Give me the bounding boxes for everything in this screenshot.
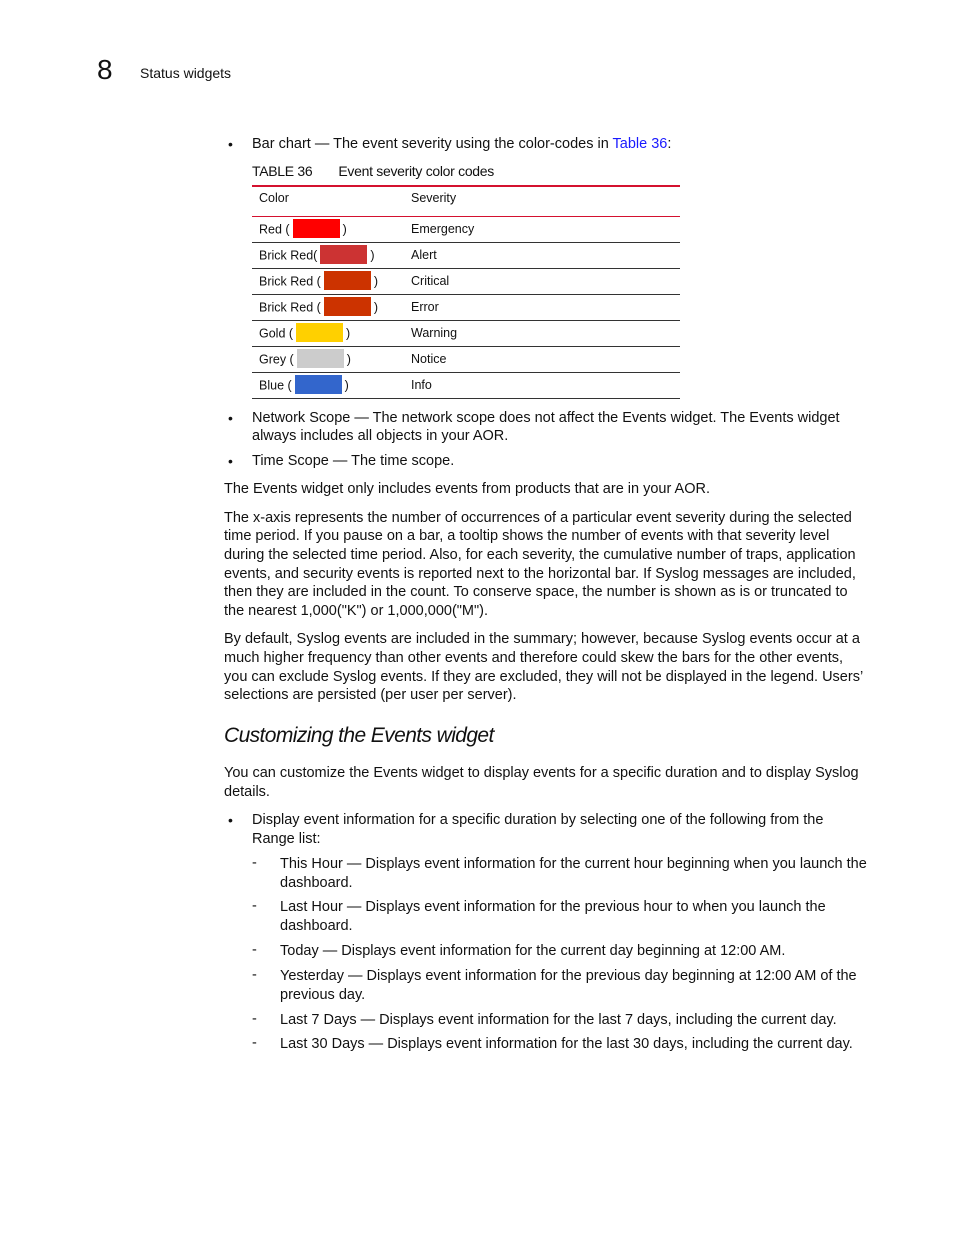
xaxis-line: events, and security events is reported next to the horizontal bar. If Syslog messages are included, — [224, 566, 856, 582]
color-close: ) — [346, 326, 351, 341]
table-title: Event severity color codes — [338, 163, 494, 179]
section-intro-line-1: You can customize the Events widget to display events for a specific duration and to display Syslog — [224, 765, 859, 781]
table-36-link[interactable]: Table 36 — [612, 136, 668, 152]
section-heading: Customizing the Events widget — [224, 724, 494, 747]
range-option — [280, 898, 826, 917]
severity-cell: Critical — [411, 274, 450, 288]
chapter-title: Status widgets — [140, 65, 232, 81]
table-label: TABLE 36 — [252, 163, 313, 179]
color-name: Brick Red ( — [259, 300, 321, 315]
range-option-cont: previous day. — [280, 986, 366, 1003]
column-header-severity: Severity — [411, 191, 457, 205]
option-text: — Displays event information for the last 7 days, including the current day. — [356, 1012, 837, 1028]
color-swatch — [297, 349, 344, 368]
bullet-marker: • — [228, 812, 233, 828]
bullet-marker: • — [228, 453, 233, 469]
bullet-marker: • — [228, 136, 233, 152]
xaxis-line: the nearest 1,000("K") or 1,000,000("M"). — [224, 603, 489, 619]
option-term: Last 7 Days — [280, 1012, 357, 1028]
severity-cell: Notice — [411, 352, 447, 366]
color-name: Grey ( — [259, 352, 294, 367]
duration-bullet-line-1: Display event information for a specific duration by selecting one of the following from the — [252, 812, 824, 828]
bar-chart-bullet — [252, 135, 671, 154]
color-cell — [259, 352, 351, 368]
option-text: Displays event information for the previous hour to when you launch the — [361, 899, 826, 915]
time-scope-bullet: Time Scope — The time scope. — [252, 453, 455, 469]
table-row — [252, 295, 680, 321]
xaxis-line: then they are included in the count. To conserve space, the number is shown as is or truncated to — [224, 584, 848, 600]
color-swatch — [295, 375, 342, 394]
range-option — [280, 967, 857, 986]
option-term: Yesterday — [280, 968, 344, 984]
syslog-line: much higher frequency than other events and therefore could skew the bars for the other events, — [224, 650, 844, 666]
color-name: Brick Red( — [259, 248, 318, 263]
table-row — [252, 243, 680, 269]
dash-marker: - — [252, 898, 257, 914]
color-cell — [259, 274, 378, 290]
range-option-cont: dashboard. — [280, 874, 353, 891]
xaxis-line: time period. If you pause on a bar, a tooltip shows the number of events with that severity level — [224, 528, 830, 544]
table-row — [252, 373, 680, 399]
color-cell — [259, 326, 350, 342]
color-name: Blue ( — [259, 378, 292, 393]
severity-cell: Error — [411, 300, 439, 314]
table-row — [252, 321, 680, 347]
color-name: Brick Red ( — [259, 274, 321, 289]
option-term: This Hour — — [280, 856, 362, 872]
range-rest: list: — [294, 831, 321, 847]
option-text: — Displays event information for the previous day beginning at 12:00 AM of the — [343, 968, 857, 984]
range-option-cont: dashboard. — [280, 917, 353, 934]
dash-marker: - — [252, 1011, 257, 1027]
color-close: ) — [373, 274, 378, 289]
range-term: Range — [252, 831, 295, 847]
color-swatch — [320, 245, 367, 264]
bar-chart-suffix: : — [667, 136, 672, 152]
bullet-marker: • — [228, 410, 233, 426]
severity-color-table — [252, 185, 680, 399]
option-term: Today — [280, 943, 319, 959]
option-term: Last 30 Days — [280, 1036, 365, 1052]
xaxis-line: The x-axis represents the number of occurrences of a particular event severity during the selected — [224, 510, 852, 526]
option-term: Last Hour — — [280, 899, 362, 915]
severity-cell: Info — [411, 378, 432, 392]
dash-marker: - — [252, 855, 257, 871]
aor-paragraph: The Events widget only includes events from products that are in your AOR. — [224, 481, 710, 497]
table-row — [252, 217, 680, 243]
color-close: ) — [342, 222, 347, 237]
color-cell — [259, 300, 378, 316]
xaxis-line: during the selected time period. Also, for each severity, the cumulative number of traps, application — [224, 547, 856, 563]
table-row — [252, 269, 680, 295]
option-text: — Displays event information for the last 30 days, including the current day. — [364, 1036, 853, 1052]
table-header-row — [252, 187, 680, 217]
range-option — [280, 1011, 837, 1030]
color-swatch — [293, 219, 340, 238]
color-close: ) — [346, 352, 351, 367]
range-option — [280, 1035, 853, 1054]
option-text: — Displays event information for the current day beginning at 12:00 AM. — [318, 943, 786, 959]
severity-cell: Emergency — [411, 222, 475, 236]
duration-bullet-line-2 — [252, 830, 321, 849]
color-name: Gold ( — [259, 326, 294, 341]
color-close: ) — [373, 300, 378, 315]
syslog-line: selections are persisted (per user per server). — [224, 687, 517, 703]
chapter-number: 8 — [97, 54, 113, 85]
color-cell — [259, 378, 349, 394]
dash-marker: - — [252, 967, 257, 983]
color-cell — [259, 248, 375, 264]
table-caption — [252, 163, 494, 179]
table-row — [252, 347, 680, 373]
network-scope-line-2: always includes all objects in your AOR. — [252, 428, 509, 444]
network-scope-line-1: Network Scope — The network scope does not affect the Events widget. The Events widget — [252, 410, 840, 426]
bar-chart-text: Bar chart — The event severity using the color-codes in — [252, 136, 613, 152]
color-name: Red ( — [259, 222, 290, 237]
range-option — [280, 855, 867, 874]
severity-cell: Warning — [411, 326, 458, 340]
column-header-color: Color — [259, 191, 289, 205]
color-swatch — [296, 323, 343, 342]
syslog-line: By default, Syslog events are included in the summary; however, because Syslog events occur at a — [224, 631, 860, 647]
color-cell — [259, 222, 347, 238]
dash-marker: - — [252, 1035, 257, 1051]
option-text: Displays event information for the current hour beginning when you launch the — [361, 856, 867, 872]
syslog-line: you can exclude Syslog events. If they are excluded, they will not be displayed in the legend. Users’ — [224, 669, 864, 685]
severity-cell: Alert — [411, 248, 437, 262]
dash-marker: - — [252, 942, 257, 958]
color-swatch — [324, 271, 371, 290]
color-swatch — [324, 297, 371, 316]
color-close: ) — [344, 378, 349, 393]
section-intro-line-2: details. — [224, 784, 270, 800]
range-option — [280, 942, 785, 961]
color-close: ) — [370, 248, 375, 263]
